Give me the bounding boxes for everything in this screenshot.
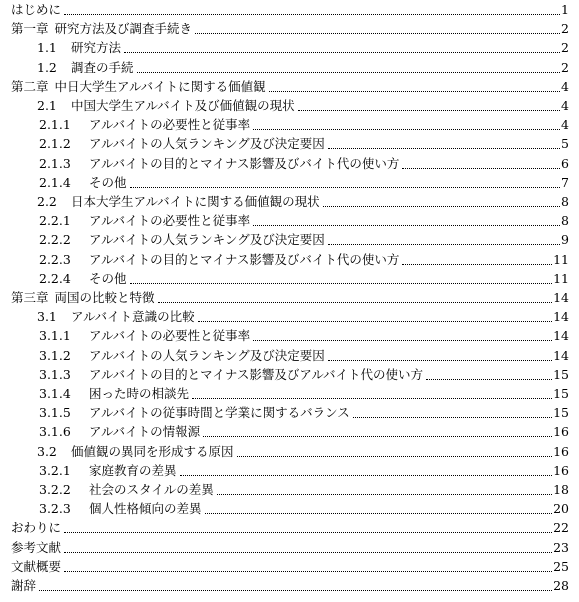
- toc-dot-leader: [198, 320, 552, 322]
- toc-entry-page-number: 8: [561, 194, 569, 209]
- toc-entry-number: 3.1.3: [39, 366, 71, 382]
- toc-dot-leader: [253, 128, 560, 130]
- toc-dot-leader: [269, 90, 560, 92]
- toc-entry[interactable]: [11, 1, 569, 19]
- toc-dot-leader: [323, 205, 560, 207]
- toc-entry[interactable]: [39, 135, 569, 153]
- toc-entry[interactable]: [37, 39, 569, 57]
- toc-entry-number: 第二章: [11, 78, 49, 94]
- toc-entry[interactable]: [39, 481, 569, 499]
- toc-entry-number: 第一章: [11, 21, 49, 37]
- toc-entry-title: アルバイトの従事時間と学業に関するバランス: [89, 405, 350, 421]
- toc-entry-title: アルバイトの必要性と従事率: [89, 213, 251, 229]
- toc-dot-leader: [64, 531, 552, 533]
- toc-entry-page-number: 2: [561, 21, 569, 37]
- toc-entry-page-number: 14: [553, 328, 569, 344]
- toc-entry[interactable]: [39, 385, 569, 403]
- toc-dot-leader: [130, 186, 561, 188]
- toc-entry-title: おわりに: [11, 520, 62, 536]
- toc-entry[interactable]: [37, 193, 569, 211]
- toc-dot-leader: [130, 282, 553, 284]
- toc-entry-title: 個人性格傾向の差異: [89, 501, 202, 517]
- toc-entry-number: 2.2: [37, 194, 57, 209]
- toc-entry-page-number: 7: [561, 174, 569, 190]
- toc-entry[interactable]: [39, 404, 569, 422]
- toc-entry-title: アルバイトの人気ランキング及び決定要因: [89, 232, 325, 248]
- toc-dot-leader: [328, 243, 560, 245]
- toc-dot-leader: [192, 397, 552, 399]
- toc-entry-title: 日本大学生アルバイトに関する価値観の現状: [71, 194, 320, 209]
- toc-entry[interactable]: [11, 539, 569, 557]
- toc-entry[interactable]: [37, 308, 569, 326]
- toc-entry-title: アルバイトの人気ランキング及び決定要因: [89, 347, 325, 363]
- toc-entry-title: アルバイトの目的とマイナス影響及びバイト代の使い方: [89, 155, 400, 171]
- toc-entry-title: 中国大学生アルバイト及び価値観の現状: [71, 98, 295, 113]
- toc-entry-page-number: 2: [561, 59, 569, 75]
- toc-entry[interactable]: [39, 327, 569, 345]
- toc-entry-number: 3.1.1: [39, 328, 71, 344]
- toc-entry[interactable]: [11, 577, 569, 595]
- toc-entry-page-number: 6: [561, 155, 569, 171]
- toc-dot-leader: [64, 551, 552, 553]
- toc-entry-page-number: 16: [553, 443, 569, 459]
- toc-entry-number: 3.1.2: [39, 347, 71, 363]
- toc-entry[interactable]: [39, 347, 569, 365]
- toc-entry-page-number: 23: [553, 539, 569, 555]
- toc-entry-title: アルバイトの情報源: [89, 424, 201, 440]
- toc-entry-title: はじめに: [11, 2, 62, 17]
- toc-entry-page-number: 15: [553, 405, 569, 421]
- toc-entry[interactable]: [39, 500, 569, 518]
- toc-entry-page-number: 4: [561, 117, 569, 133]
- toc-entry-page-number: 15: [553, 386, 569, 401]
- toc-entry-number: 3.1.4: [39, 386, 71, 401]
- toc-entry-number: 2.1.4: [39, 174, 71, 190]
- toc-entry-number: 1.1: [37, 40, 57, 56]
- toc-entry[interactable]: [39, 366, 569, 384]
- toc-entry-title: 文献概要: [11, 558, 62, 574]
- toc-entry-number: 2.2.2: [39, 232, 71, 248]
- toc-dot-leader: [253, 224, 560, 226]
- toc-entry-number: 第三章: [11, 290, 49, 305]
- toc-dot-leader: [39, 589, 552, 591]
- toc-entry-number: 3.2.3: [39, 501, 71, 517]
- toc-entry-page-number: 14: [553, 290, 569, 305]
- toc-dot-leader: [217, 493, 552, 495]
- toc-entry-page-number: 2: [561, 40, 569, 56]
- toc-entry-title: アルバイトの目的とマイナス影響及びアルバイト代の使い方: [89, 366, 424, 382]
- toc-dot-leader: [195, 32, 560, 34]
- toc-dot-leader: [124, 51, 560, 53]
- toc-entry-title: アルバイトの必要性と従事率: [89, 328, 251, 344]
- toc-entry-page-number: 22: [553, 520, 569, 536]
- toc-entry-page-number: 16: [553, 462, 569, 478]
- toc-entry-number: 2.2.4: [39, 270, 71, 286]
- toc-entry-number: 2.1.3: [39, 155, 71, 171]
- toc-entry[interactable]: [39, 116, 569, 134]
- toc-entry-title: アルバイトの必要性と従事率: [89, 117, 251, 133]
- toc-entry-page-number: 28: [553, 578, 569, 593]
- toc-entry-page-number: 25: [553, 558, 569, 574]
- toc-dot-leader: [203, 435, 552, 437]
- toc-entry[interactable]: [11, 20, 569, 38]
- toc-entry-page-number: 16: [553, 424, 569, 440]
- toc-entry[interactable]: [11, 78, 569, 96]
- toc-entry[interactable]: [37, 443, 569, 461]
- toc-entry-title: 謝辞: [11, 578, 37, 593]
- toc-dot-leader: [298, 109, 560, 111]
- toc-dot-leader: [64, 13, 560, 15]
- toc-entry[interactable]: [11, 519, 569, 537]
- toc-entry-page-number: 9: [561, 232, 569, 248]
- toc-entry-title: 社会のスタイルの差異: [89, 482, 214, 497]
- toc-dot-leader: [328, 147, 560, 149]
- toc-dot-leader: [328, 359, 552, 361]
- toc-entry-page-number: 11: [553, 251, 569, 267]
- toc-entry[interactable]: [39, 231, 569, 249]
- toc-dot-leader: [402, 263, 552, 265]
- toc-entry-title: その他: [89, 174, 127, 190]
- toc-dot-leader: [426, 378, 552, 380]
- toc-entry-title: 両国の比較と特徴: [54, 290, 155, 305]
- toc-entry[interactable]: [37, 59, 569, 77]
- toc-entry[interactable]: [39, 462, 569, 480]
- toc-entry-number: 2.2.3: [39, 251, 71, 267]
- toc-entry-number: 1.2: [37, 59, 57, 75]
- toc-entry-page-number: 1: [561, 2, 569, 17]
- toc-dot-leader: [64, 570, 552, 572]
- toc-entry-number: 3.1.6: [39, 424, 71, 440]
- toc-entry-number: 3.1.5: [39, 405, 71, 421]
- toc-entry[interactable]: [11, 289, 569, 307]
- toc-entry[interactable]: [39, 251, 569, 269]
- toc-entry-page-number: 11: [553, 270, 569, 286]
- toc-entry[interactable]: [39, 212, 569, 230]
- toc-entry-page-number: 8: [561, 213, 569, 229]
- toc-entry-number: 2.1.1: [39, 117, 71, 133]
- toc-entry-number: 3.2.1: [39, 462, 71, 478]
- toc-dot-leader: [158, 301, 553, 303]
- toc-entry-title: 中日大学生アルバイトに関する価値観: [54, 78, 266, 94]
- toc-entry-title: アルバイトの目的とマイナス影響及びバイト代の使い方: [89, 251, 400, 267]
- toc-entry-page-number: 18: [553, 482, 569, 497]
- toc-entry-number: 2.1: [37, 98, 57, 113]
- toc-dot-leader: [353, 416, 552, 418]
- toc-entry-title: 参考文献: [11, 539, 62, 555]
- toc-entry-title: 価値観の異同を形成する原因: [71, 443, 234, 459]
- toc-entry-page-number: 14: [553, 309, 569, 325]
- toc-entry-number: 3.2.2: [39, 482, 71, 497]
- toc-entry-title: 研究方法: [71, 40, 122, 56]
- toc-entry-title: 研究方法及び調査手続き: [54, 21, 193, 37]
- toc-entry-page-number: 15: [553, 366, 569, 382]
- toc-entry-page-number: 4: [561, 78, 569, 94]
- toc-dot-leader: [237, 455, 553, 457]
- toc-entry-number: 2.1.2: [39, 136, 71, 152]
- toc-entry[interactable]: [39, 174, 569, 192]
- toc-entry-page-number: 20: [553, 501, 569, 517]
- toc-entry-title: 困った時の相談先: [89, 386, 190, 401]
- toc-dot-leader: [137, 71, 561, 73]
- toc-entry-title: アルバイトの人気ランキング及び決定要因: [89, 136, 325, 152]
- toc-entry-page-number: 5: [561, 136, 569, 152]
- toc-entry-number: 2.2.1: [39, 213, 71, 229]
- toc-entry-number: 3.2: [37, 443, 57, 459]
- toc-dot-leader: [180, 474, 553, 476]
- toc-dot-leader: [205, 512, 553, 514]
- toc-entry[interactable]: [39, 423, 569, 441]
- toc-entry-page-number: 4: [561, 98, 569, 113]
- toc-entry[interactable]: [37, 97, 569, 115]
- toc-entry-title: アルバイト意識の比較: [71, 309, 195, 325]
- toc-entry-title: その他: [89, 270, 127, 286]
- toc-entry[interactable]: [39, 270, 569, 288]
- toc-entry[interactable]: [11, 558, 569, 576]
- toc-entry-title: 家庭教育の差異: [89, 462, 177, 478]
- toc-entry[interactable]: [39, 155, 569, 173]
- toc-entry-title: 調査の手続: [71, 59, 134, 75]
- toc-dot-leader: [402, 167, 560, 169]
- toc-dot-leader: [253, 339, 552, 341]
- toc-entry-page-number: 14: [553, 347, 569, 363]
- toc-entry-number: 3.1: [37, 309, 57, 325]
